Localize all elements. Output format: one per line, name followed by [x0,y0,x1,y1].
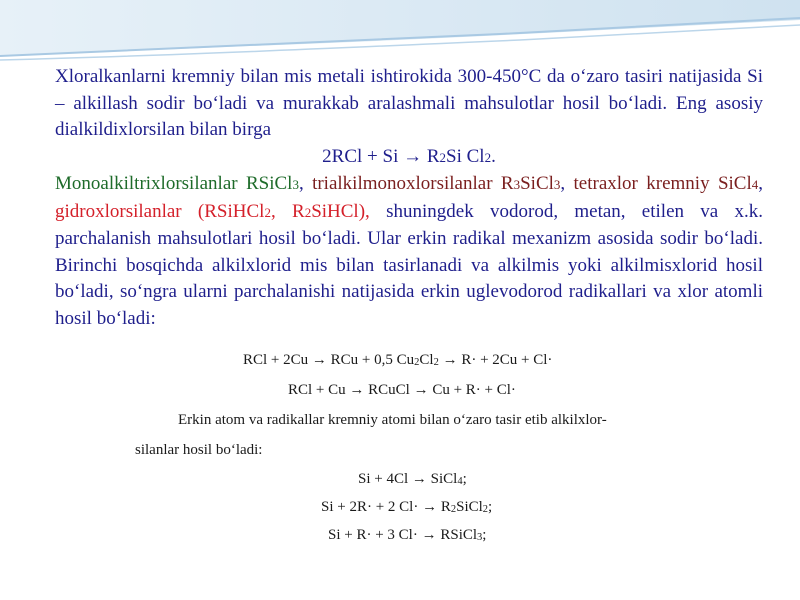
byproducts-paragraph: Monoalkiltrixlorsilanlar RSiCl3, trialkilmonoxlorsilanlar R3SiCl3, tetraxlor kremniy SiCl4, gidroxlorsilanlar (RSiHCl2, R2SiHCl), shuningdek vodorod, metan, etilen va x.k. parchalanish mahsulotlari hosil bo‘ladi. Ular erkin radikal mexanizm asosida sodir bo‘ladi. Birinchi bosqichda alkilxlorid mis bilan tasirlanadi va alkilmis yoki alkilmisxlorid hosil bo‘ladi, so‘ngra ularni parchalanishi natijasida erkin uglevodorod radikallari va xlor atomli hosil bo‘ladi: [55,173,764,329]
mechanism-equation-1: RCl + 2Cu → RCu + 0,5 Cu2Cl2 → R· + 2Cu + Cl· [243,352,553,368]
mechanism-text-line-2: silanlar hosil bo‘ladi: [135,442,263,458]
intro-paragraph: Xloralkanlarni kremniy bilan mis metali ishtirokida 300-450°C da o‘zaro tasiri natijasida Si – alkillash sodir bo‘ladi va murakkab aralashmali mahsulotlar hosil bo‘ladi. Eng asosiy dialkildixlorsilan bilan birga [55,66,763,140]
mechanism-equation-4: Si + 2R· + 2 Cl· → R2SiCl2; [321,499,493,515]
main-reaction-equation: 2RCl + Si → R2Si Cl2. [322,145,496,167]
slide-body-text [55,64,763,332]
mechanism-equation-2: RCl + Cu → RCuCl → Cu + R· + Cl· [288,382,516,398]
mechanism-equation-3: Si + 4Cl → SiCl4; [358,471,467,487]
mechanism-text-line-1: Erkin atom va radikallar kremniy atomi bilan o‘zaro tasir etib alkilxlor- [178,412,607,428]
mechanism-equation-5: Si + R· + 3 Cl· → RSiCl3; [328,527,487,543]
reaction-mechanism-image [128,342,728,552]
